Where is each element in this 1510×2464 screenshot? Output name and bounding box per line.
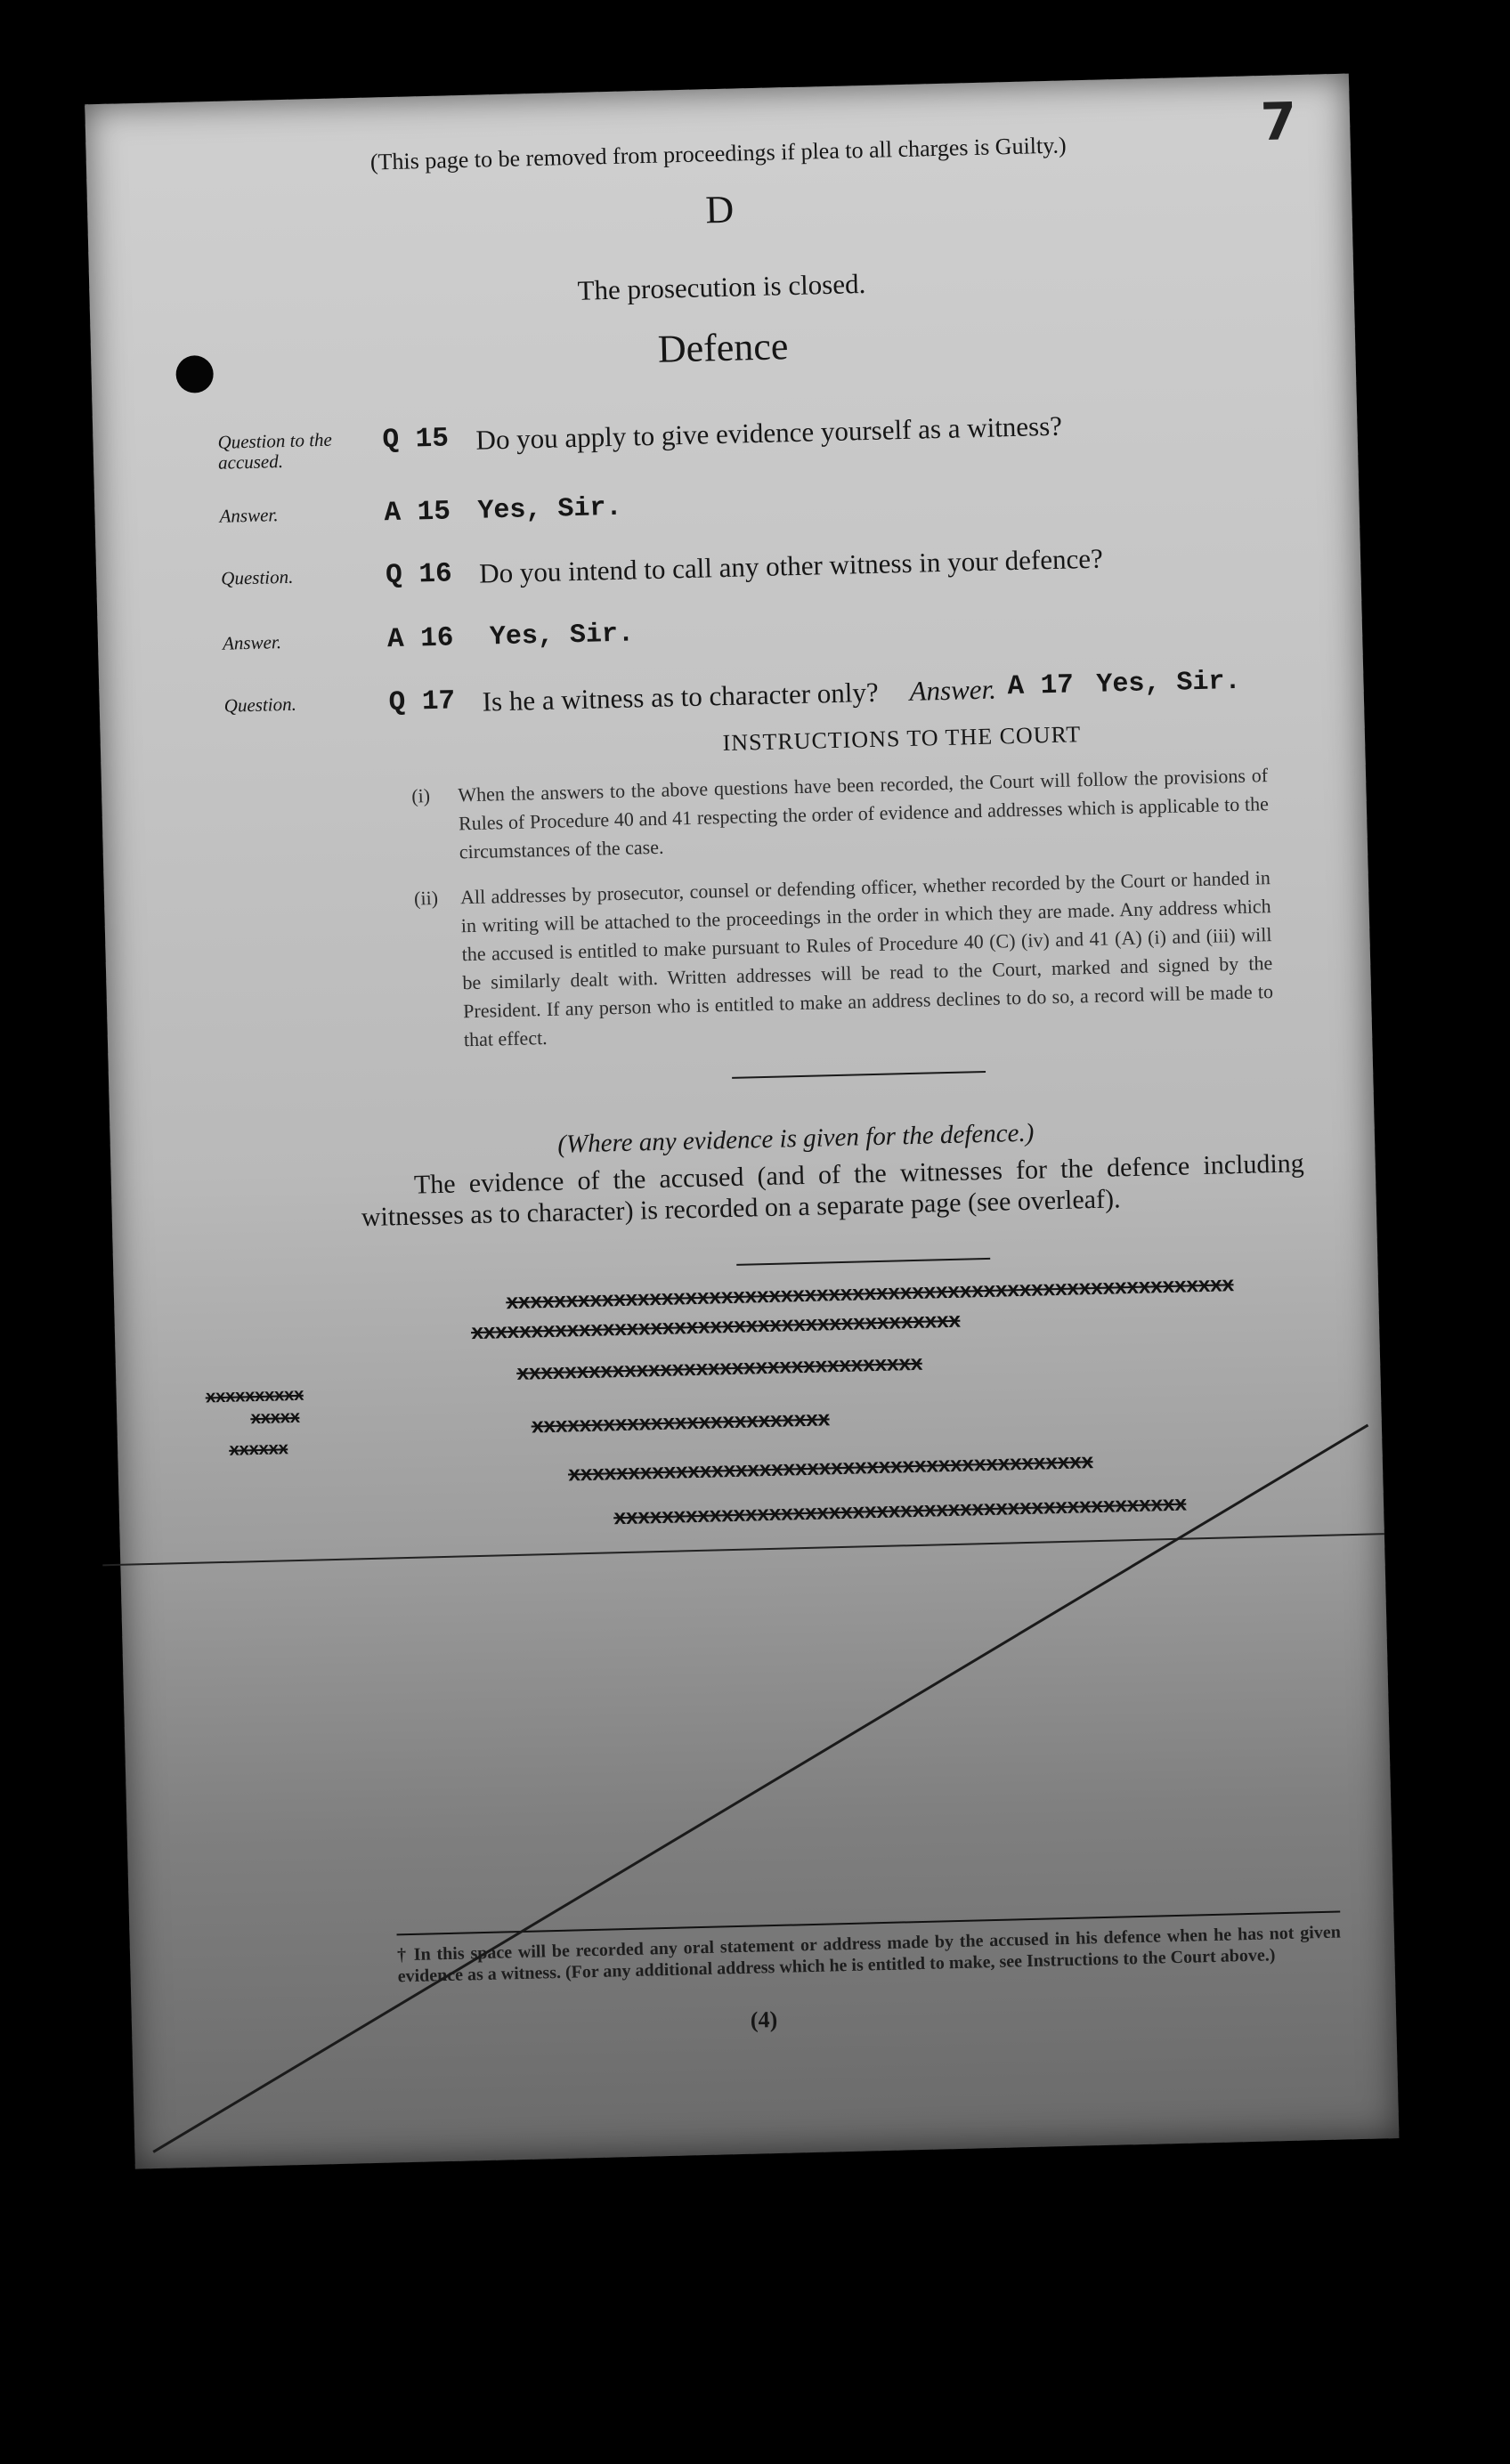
margin-label-q16: Question.: [220, 565, 294, 589]
prosecution-closed: The prosecution is closed.: [577, 267, 866, 306]
instruction-number: (ii): [413, 886, 439, 910]
punch-hole: [175, 355, 214, 393]
answer-text-a16: Yes, Sir.: [489, 619, 635, 653]
struck-margin: xxxxxx: [228, 1439, 288, 1462]
margin-label-a16: Answer.: [222, 631, 282, 654]
struck-line: xxxxxxxxxxxxxxxxxxxxxxxxxxxxxxxxxxxxxxxxx: [470, 1309, 961, 1347]
question-text-q17: Is he a witness as to character only?: [482, 676, 880, 717]
section-letter: D: [704, 187, 735, 232]
question-text-q16: Do you intend to call any other witness in your defence?: [478, 542, 1104, 589]
instructions-heading: INSTRUCTIONS TO THE COURT: [722, 721, 1082, 757]
question-text-q15: Do you apply to give evidence yourself as a witness?: [475, 409, 1063, 456]
answer-text-a17: Yes, Sir.: [1096, 666, 1241, 701]
margin-label-q17: Question.: [223, 693, 297, 717]
removal-note: (This page to be removed from proceedings if plea to all charges is Guilty.): [369, 132, 1067, 175]
page-mark: 7: [1259, 91, 1297, 153]
where-evidence-note: (Where any evidence is given for the defence.): [556, 1118, 1035, 1159]
struck-line: xxxxxxxxxxxxxxxxxxxxxxxxx: [531, 1408, 830, 1440]
answer-number-a17: A 17: [1007, 669, 1075, 703]
struck-line: xxxxxxxxxxxxxxxxxxxxxxxxxxxxxxxxxxxxxxxxxxxxxxxxxxxxxxxxxxxxx: [505, 1274, 1234, 1317]
answer-number-a16: A 16: [386, 622, 454, 656]
instruction-text: When the answers to the above questions have been recorded, the Court will follow the provisions of Rules of Procedure 40 and 41 respecting the order of evidence and addresses which is applicable to the circumstances of the case.: [457, 764, 1270, 863]
margin-label-a15: Answer.: [219, 504, 279, 527]
struck-line: xxxxxxxxxxxxxxxxxxxxxxxxxxxxxxxxxxxxxxxxxxxx: [567, 1451, 1093, 1488]
answer-label-a17: Answer.: [909, 673, 997, 707]
answer-text-a15: Yes, Sir.: [477, 492, 622, 527]
evidence-recorded-paragraph: The evidence of the accused (and of the witnesses for the defence including witnesses as to character) is recorded on a separate page (see overleaf).: [361, 1148, 1305, 1233]
instruction-item-1: [410, 761, 1270, 867]
question-number-q16: Q 16: [385, 558, 453, 592]
question-number-q15: Q 15: [382, 423, 450, 457]
struck-margin: xxxxx: [250, 1407, 300, 1431]
divider-rule: [732, 1071, 986, 1079]
instruction-item-2: [413, 863, 1274, 1055]
struck-line: xxxxxxxxxxxxxxxxxxxxxxxxxxxxxxxxxxxxxxxxxxxxxxxx: [613, 1493, 1187, 1532]
page-number: (4): [750, 2006, 778, 2033]
diagonal-cancel-line: [152, 1424, 1368, 2153]
struck-margin: xxxxxxxxxx: [205, 1385, 304, 1409]
struck-line: xxxxxxxxxxxxxxxxxxxxxxxxxxxxxxxxxx: [516, 1352, 923, 1387]
margin-label-q15: Question to the accused.: [217, 428, 333, 474]
horizontal-rule: [102, 1533, 1384, 1566]
defence-heading: Defence: [657, 324, 789, 371]
divider-rule: [736, 1258, 990, 1266]
document-page: [85, 74, 1399, 2169]
instruction-number: (i): [410, 784, 431, 807]
footnote: † In this space will be recorded any oral statement or address made by the accused in his defence when he has not given evidence as a witness. (For any additional address which he is entitled to make, see Instructions to the Court above.): [396, 1922, 1342, 1987]
instruction-text: All addresses by prosecutor, counsel or defending officer, whether recorded by the Court or handed in in writing will be attached to the proceedings in the order in which they are made. Any address which the accused is entitled to make pursuant to Rules of Procedure 40 (C) (iv) and 41 (A) (i) and (iii) will be similarly dealt with. Written addresses will be read to the Court, marked and signed by the President. If any person who is entitled to make an address declines to do so, a record will be made to that effect.: [459, 866, 1274, 1051]
answer-number-a15: A 15: [384, 496, 451, 530]
question-number-q17: Q 17: [388, 685, 456, 719]
